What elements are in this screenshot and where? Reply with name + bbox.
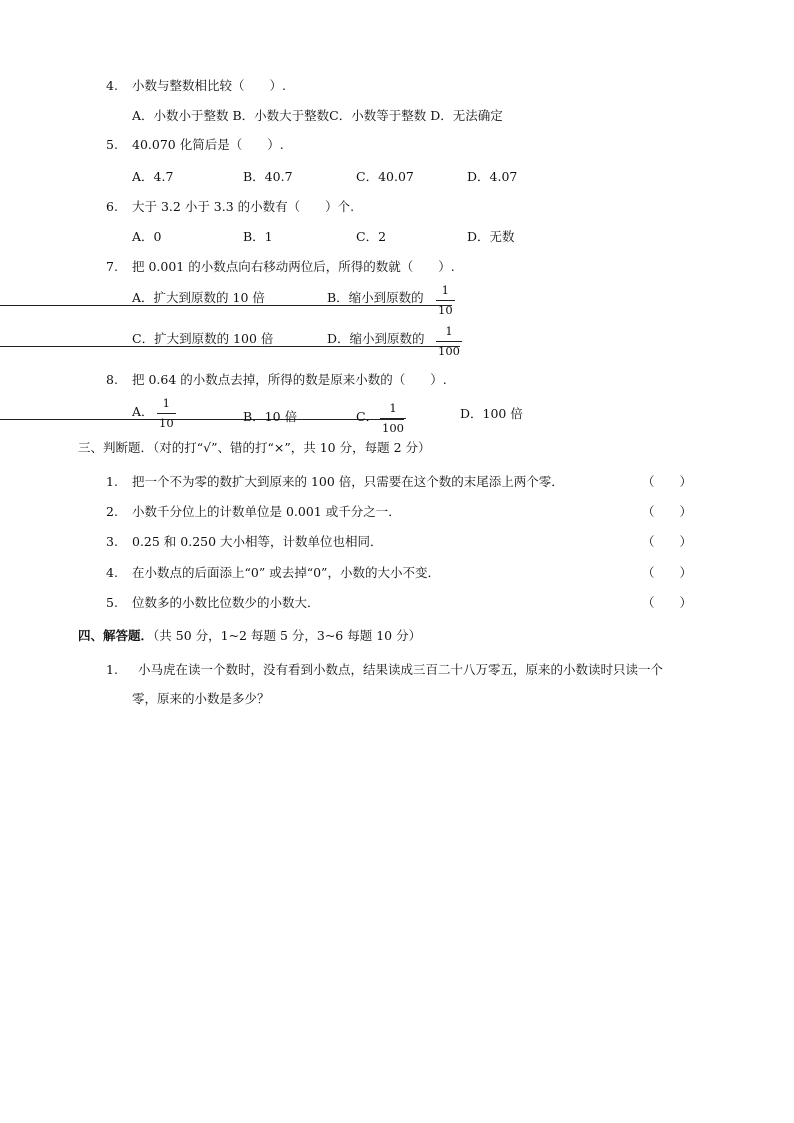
q6-option-b: B．1 xyxy=(243,229,273,244)
fraction-numerator: 1 xyxy=(445,324,453,338)
q8-option-b: B．10 倍 xyxy=(243,409,298,424)
q4-stem: 小数与整数相比较（ ）. xyxy=(132,78,286,93)
q7-option-b-text: B．缩小到原数的 xyxy=(327,290,424,305)
s3-item2-number: 2. xyxy=(106,504,118,519)
q8-option-a-text: A． xyxy=(132,404,154,419)
q6-option-c: C．2 xyxy=(356,229,387,244)
q5-number: 5. xyxy=(106,137,118,152)
section4-heading-title: 四、解答题． xyxy=(78,628,154,643)
q5-option-d: D．4.07 xyxy=(467,169,518,184)
s3-item4-number: 4. xyxy=(106,565,118,580)
q5-option-a: A．4.7 xyxy=(132,169,174,184)
s3-item1-text: 把一个不为零的数扩大到原来的 100 倍，只需要在这个数的末尾添上两个零． xyxy=(132,474,564,489)
q5-stem: 40.070 化简后是（ ）. xyxy=(132,137,284,152)
s3-item1-answer-parens: （ ） xyxy=(642,474,693,489)
fraction-denominator: 10 xyxy=(159,415,174,430)
s3-item4-answer-parens: （ ） xyxy=(642,565,693,580)
q6-number: 6. xyxy=(106,199,118,214)
q4-number: 4. xyxy=(106,78,118,93)
q8-stem: 把 0.64 的小数点去掉，所得的数是原来小数的（ ）. xyxy=(132,372,447,387)
s3-item3-answer-parens: （ ） xyxy=(642,534,693,549)
rule-line xyxy=(0,346,460,347)
s3-item3-number: 3. xyxy=(106,534,118,549)
q4-options: A．小数小于整数 B．小数大于整数C．小数等于整数 D．无法确定 xyxy=(132,108,503,123)
q7-option-c: C．扩大到原数的 100 倍 xyxy=(132,331,274,346)
fraction-denominator: 10 xyxy=(438,302,453,317)
q8-option-d: D．100 倍 xyxy=(460,406,523,421)
q7-option-a: A．扩大到原数的 10 倍 xyxy=(132,290,265,305)
s4-q1-line2: 零，原来的小数是多少？ xyxy=(132,691,270,706)
section3-heading: 三、判断题．（对的打“√”、错的打“×”，共 10 分，每题 2 分） xyxy=(78,440,431,455)
q7-number: 7. xyxy=(106,259,118,274)
s3-item2-answer-parens: （ ） xyxy=(642,504,693,519)
q6-option-d: D．无数 xyxy=(467,229,515,244)
q8-option-c-fraction xyxy=(380,403,406,434)
s4-q1-line1: 小马虎在读一个数时，没有看到小数点，结果读成三百二十八万零五，原来的小数读时只读一个 xyxy=(138,662,664,677)
s3-item5-text: 位数多的小数比位数少的小数大． xyxy=(132,595,320,610)
q7-option-d-text: D．缩小到原数的 xyxy=(327,331,425,346)
fraction-denominator: 100 xyxy=(438,343,460,358)
q7-stem: 把 0.001 的小数点向右移动两位后，所得的数就（ ）. xyxy=(132,259,455,274)
q5-option-b: B．40.7 xyxy=(243,169,293,184)
s3-item5-number: 5. xyxy=(106,595,118,610)
s4-q1-number: 1. xyxy=(106,662,118,677)
section4-heading-scoring: （共 50 分，1~2 每题 5 分，3~6 每题 10 分） xyxy=(153,628,422,643)
rule-line xyxy=(0,419,404,420)
fraction-numerator: 1 xyxy=(162,396,170,410)
s3-item2-text: 小数千分位上的计数单位是 0.001 或千分之一． xyxy=(132,504,401,519)
q8-option-c-text: C． xyxy=(356,409,379,424)
fraction-numerator: 1 xyxy=(441,283,449,297)
q8-number: 8. xyxy=(106,372,118,387)
section4-heading xyxy=(78,630,421,643)
fraction-numerator: 1 xyxy=(389,401,397,415)
rule-line xyxy=(0,305,452,306)
s3-item1-number: 1. xyxy=(106,474,118,489)
q7-option-d-fraction xyxy=(436,326,462,357)
q8-option-a-fraction xyxy=(157,398,176,429)
s3-item4-text: 在小数点的后面添上“0” 或去掉“0”，小数的大小不变． xyxy=(132,565,440,580)
fraction-denominator: 100 xyxy=(382,420,404,435)
q6-option-a: A．0 xyxy=(132,229,162,244)
s3-item3-text: 0.25 和 0.250 大小相等，计数单位也相同． xyxy=(132,534,383,549)
q6-stem: 大于 3.2 小于 3.3 的小数有（ ）个. xyxy=(132,199,355,214)
s3-item5-answer-parens: （ ） xyxy=(642,595,693,610)
q7-option-b-fraction xyxy=(436,285,455,316)
q5-option-c: C．40.07 xyxy=(356,169,414,184)
